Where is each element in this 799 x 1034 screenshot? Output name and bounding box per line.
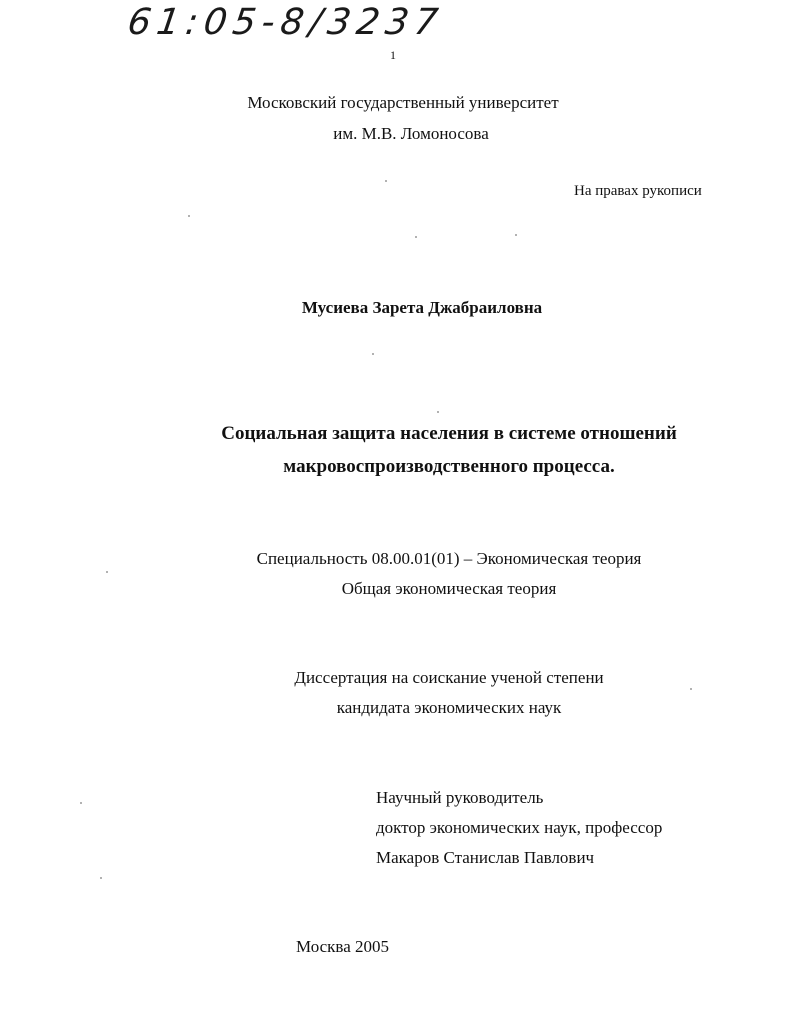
city-year: Москва 2005 [296,937,390,956]
manuscript-rights-note: На правах рукописи [574,183,702,199]
degree-line-1: Диссертация на соискание ученой степени [294,668,604,687]
scan-speck [437,411,439,413]
scan-speck [106,571,108,573]
scan-speck [100,877,102,879]
scan-speck [372,353,374,355]
scan-speck [385,180,387,182]
scan-speck [515,234,517,236]
handwritten-archive-number: 61:05-8/3237 [125,2,447,43]
degree-line-2: кандидата экономических наук [336,698,562,717]
institution-line-1: Московский государственный университет [247,93,559,112]
specialty-line-2: Общая экономическая теория [341,579,557,598]
scan-speck [188,215,190,217]
institution-line-2: им. М.В. Ломоносова [333,124,489,143]
scan-speck [690,688,692,690]
specialty-line-1: Специальность 08.00.01(01) – Экономическая теория [256,549,642,568]
scan-speck [80,802,82,804]
dissertation-title-line-1: Социальная защита населения в системе отношений [221,423,677,444]
supervisor-degree: доктор экономических наук, профессор [376,818,663,837]
supervisor-label: Научный руководитель [376,788,544,807]
dissertation-title-line-2: макровоспроизводственного процесса. [283,456,615,477]
author-name: Мусиева Зарета Джабраиловна [301,298,543,317]
scan-speck [415,236,417,238]
page-number: 1 [390,48,396,62]
supervisor-name: Макаров Станислав Павлович [376,848,595,867]
